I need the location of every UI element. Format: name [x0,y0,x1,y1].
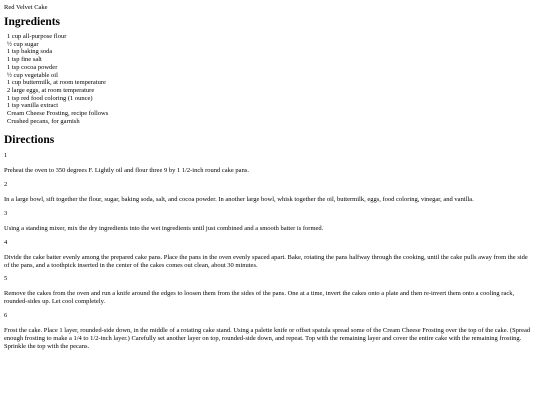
direction-step [4,275,536,306]
step-number: 1 [4,152,8,160]
directions-list [4,152,536,350]
step-number: 6 [4,312,8,320]
ingredient-item: Crushed pecans, for garnish [7,117,80,125]
step-text: Using a standing mixer, mix the dry ingredients into the wet ingredients until just combined and a smooth batter is formed. [4,225,324,233]
ingredient-item: 1 tsp vanilla extract [7,102,59,110]
ingredient-item: ½ cup vegetable oil [7,71,58,79]
step-text: Divide the cake batter evenly among the prepared cake pans. Place the pans in the oven evenly spaced apart. Bake, rotating the pans halfway through the cooking, until the cake pulls away from the side of the pans, and a toothpick inserted in the center of the cakes comes out clean, about 30 minutes. [4,253,528,269]
direction-step [4,210,536,233]
step-text: Frost the cake. Place 1 layer, rounded-side down, in the middle of a rotating cake stand. Using a palette knife or offset spatula spread some of the Cream Cheese Frosting over the top of the cake. (Spread enough frosting to make a 1/4 to 1/2-inch layer.) Carefully set another layer on top, rounded-side down, and repeat. Top with the remaining layer and cover the entire cake with the remaining frosting. Sprinkle the top with the pecans. [4,327,531,350]
ingredient-item: Cream Cheese Frosting, recipe follows [7,110,109,118]
step-text: Remove the cakes from the oven and run a knife around the edges to loosen them from the sides of the pans. One at a time, invert the cakes onto a plate and then re-invert them onto a cooling rack, rounded-sides up. Let cool completely. [4,290,515,306]
ingredient-item: 1 tsp baking soda [7,48,53,56]
directions-heading: Directions [4,134,55,147]
direction-step [4,239,536,270]
direction-step [4,181,536,204]
direction-step [4,152,536,175]
direction-step [4,312,536,350]
ingredient-item: 1 cup buttermilk, at room temperature [7,79,106,87]
ingredients-heading: Ingredients [4,16,61,28]
step-text: In a large bowl, sift together the flour, sugar, baking soda, salt, and cocoa powder. In another large bowl, whisk together the oil, buttermilk, eggs, food coloring, vinegar, and vanilla. [4,196,474,204]
ingredient-item: 1 cup all-purpose flour [7,33,67,40]
step-number: 5 [4,275,8,283]
ingredient-item: ½ cup sugar [7,40,39,48]
ingredient-item: 1 tsp cocoa powder [7,63,58,71]
ingredients-list [4,33,536,125]
step-number: 4 [4,238,8,246]
step-number: 3 [4,210,8,218]
step-text: Preheat the oven to 350 degrees F. Lightly oil and flour three 9 by 1 1/2-inch round cake pans. [4,167,249,175]
step-number: 2 [4,181,8,189]
recipe-title: Red Velvet Cake [4,4,48,11]
ingredient-item: 1 tsp red food coloring (1 ounce) [7,94,93,102]
ingredient-item: 2 large eggs, at room temperature [7,86,95,94]
ingredient-item: 1 tsp fine salt [7,56,42,64]
